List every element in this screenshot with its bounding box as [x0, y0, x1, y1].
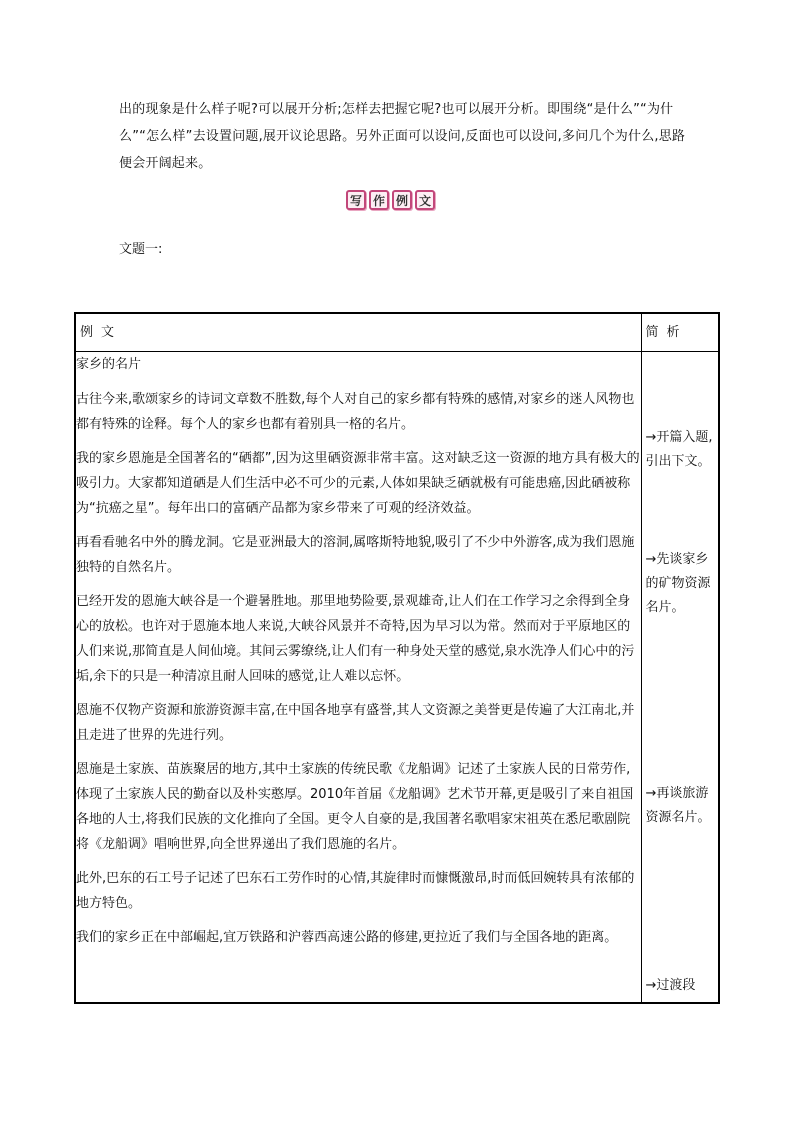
essay-paragraph: 已经开发的恩施大峡谷是一个避暑胜地。那里地势险要,景观雄奇,让人们在工作学习之余得到全身心的放松。也许对于恩施本地人来说,大峡谷风景并不奇特,因为早习以为常。然而对于平原地区的人们来说,那简直是人间仙境。其间云雾缭绕,让人们有一种身处天堂的感觉,泉水洗净人们心中的污垢,余下的只是一种清凉且耐人回味的感觉,让人难以忘怀。	[76, 594, 635, 684]
intro-paragraph: 出的现象是什么样子呢?可以展开分析;怎样去把握它呢?也可以展开分析。即围绕“是什么”“为什么”“怎么样”去设置问题,展开议论思路。另外正面可以设问,反面也可以设问,多问几个为什么,思路便会开阔起来。	[119, 102, 686, 171]
table-header-row	[75, 313, 719, 352]
header-essay-label: 例文	[80, 325, 123, 340]
essay-paragraph: 古往今来,歌颂家乡的诗词文章数不胜数,每个人对自己的家乡都有特殊的感情,对家乡的迷人风物也都有特殊的诠释。每个人的家乡也都有着别具一格的名片。	[76, 392, 635, 432]
table-body-row	[75, 352, 719, 1004]
analysis-notes-cell	[641, 352, 719, 1004]
essay-table	[74, 312, 720, 1004]
subject-label: 文题一:	[119, 242, 163, 257]
header-essay-cell	[75, 313, 641, 352]
essay-paragraph: 我的家乡恩施是全国著名的“硒都”,因为这里硒资源非常丰富。这对缺乏这一资源的地方具有极大的吸引力。大家都知道硒是人们生活中必不可少的元素,人体如果缺乏硒就极有可能患癌,因此硒被称为“抗癌之星”。每年出口的富硒产品都为家乡带来了可观的经济效益。	[76, 451, 640, 516]
essay-paragraph: 恩施是土家族、苗族聚居的地方,其中土家族的传统民歌《龙船调》记述了土家族人民的日常劳作,体现了土家族人民的勤奋以及朴实憨厚。2010年首届《龙船调》艺术节开幕,更是吸引了来自祖国各地的人士,将我们民族的文化推向了全国。更令人自豪的是,我国著名歌唱家宋祖英在悉尼歌剧院将《龙船调》唱响世界,向全世界递出了我们恩施的名片。	[76, 762, 634, 852]
header-analysis-label: 简析	[645, 325, 688, 340]
section-title-writing-example	[346, 190, 435, 210]
analysis-note: →过渡段	[645, 978, 696, 993]
essay-body-cell	[75, 352, 641, 1004]
analysis-note: →开篇入题,引出下文。	[645, 430, 713, 469]
analysis-note: →再谈旅游资源名片。	[645, 786, 711, 825]
section-title-char: 例	[392, 190, 412, 210]
section-title-char: 文	[415, 190, 435, 210]
essay-paragraph: 我们的家乡正在中部崛起,宜万铁路和沪蓉西高速公路的修建,更拉近了我们与全国各地的距离。	[76, 930, 618, 945]
header-analysis-cell	[641, 313, 719, 352]
section-title-char: 作	[369, 190, 389, 210]
essay-paragraph: 此外,巴东的石工号子记述了巴东石工劳作时的心情,其旋律时而慷慨激昂,时而低回婉转具有浓郁的地方特色。	[76, 871, 635, 911]
section-title-char: 写	[346, 190, 366, 210]
essay-paragraph: 再看看驰名中外的腾龙洞。它是亚洲最大的溶洞,属喀斯特地貌,吸引了不少中外游客,成为我们恩施独特的自然名片。	[76, 535, 635, 575]
essay-paragraph: 恩施不仅物产资源和旅游资源丰富,在中国各地享有盛誉,其人文资源之美誉更是传遍了大江南北,并且走进了世界的先进行列。	[76, 703, 635, 743]
essay-title: 家乡的名片	[76, 357, 142, 372]
analysis-note: →先谈家乡的矿物资源名片。	[645, 552, 711, 615]
